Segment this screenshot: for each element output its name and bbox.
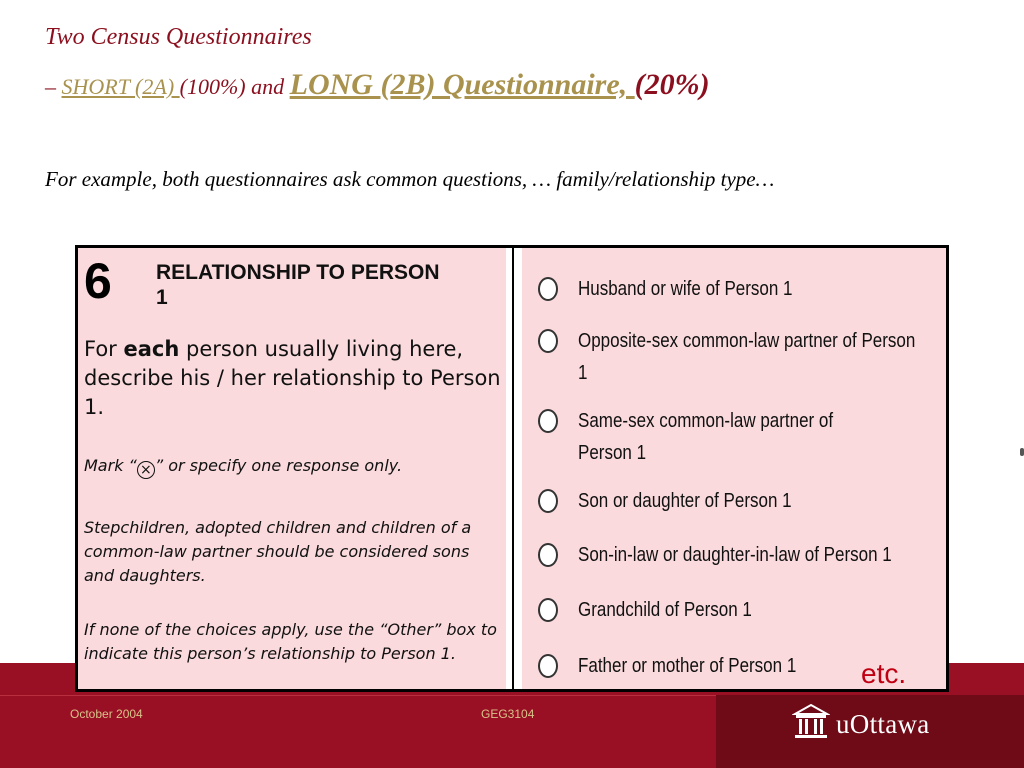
subtitle-and: and [245, 74, 290, 99]
question-instruction [84, 335, 504, 422]
question-panel [78, 248, 506, 689]
slide-subtitle [45, 68, 710, 102]
footer-course: GEG3104 [481, 707, 535, 721]
mark-after: ” or specify one response only. [154, 456, 403, 475]
radio-button[interactable] [538, 329, 558, 353]
option-label: Father or mother of Person 1 [578, 655, 797, 677]
option-label: Opposite-sex common-law partner of Person 1 [578, 330, 916, 384]
instruction-bold: each [123, 337, 180, 361]
radio-button[interactable] [538, 543, 558, 567]
building-columns-icon [792, 703, 830, 746]
instruction-rest: person usually living here, describe his / her relationship to Person 1. [84, 337, 501, 419]
footer-divider [0, 695, 716, 696]
radio-button[interactable] [538, 598, 558, 622]
form-gap [506, 248, 522, 689]
census-form-image [75, 245, 949, 692]
long-questionnaire-link[interactable]: LONG (2B) Questionnaire, [289, 68, 635, 101]
slide-title: Two Census Questionnaires [45, 24, 312, 50]
decorative-dot [1020, 448, 1024, 456]
subtitle-dash: – [45, 74, 62, 99]
option-label: Husband or wife of Person 1 [578, 278, 793, 300]
option-label: Grandchild of Person 1 [578, 599, 752, 621]
form-gap-line [512, 248, 514, 689]
mark-instruction [84, 454, 504, 479]
radio-button[interactable] [538, 409, 558, 433]
etc-label: etc. [861, 658, 907, 689]
footer-date: October 2004 [70, 707, 143, 721]
options-panel [522, 248, 946, 689]
instruction-prefix: For [84, 337, 124, 361]
option-label: Son-in-law or daughter-in-law of Person 1 [578, 544, 892, 566]
logo-text: uOttawa [836, 709, 930, 739]
short-percentage: (100%) [179, 74, 246, 99]
stepchildren-note: Stepchildren, adopted children and children of a common-law partner should be considered sons and daughters. [84, 518, 472, 585]
option-label: Same-sex common-law partner of Person 1 [578, 410, 834, 464]
example-text: For example, both questionnaires ask common questions, … family/relationship type… [45, 167, 775, 191]
x-circle-icon: × [137, 461, 155, 479]
other-note: If none of the choices apply, use the “Other” box to indicate this person’s relationship to Person 1. [84, 620, 497, 663]
short-questionnaire-link[interactable]: SHORT (2A) [61, 74, 180, 99]
uottawa-logo [792, 703, 930, 746]
question-title: RELATIONSHIP TO PERSON 1 [156, 261, 440, 309]
mark-before: Mark “ [84, 456, 137, 475]
option-label: Son or daughter of Person 1 [578, 490, 792, 512]
long-percentage: (20%) [634, 68, 710, 101]
question-number: 6 [84, 253, 112, 309]
radio-button[interactable] [538, 277, 558, 301]
radio-button[interactable] [538, 489, 558, 513]
radio-button[interactable] [538, 654, 558, 678]
